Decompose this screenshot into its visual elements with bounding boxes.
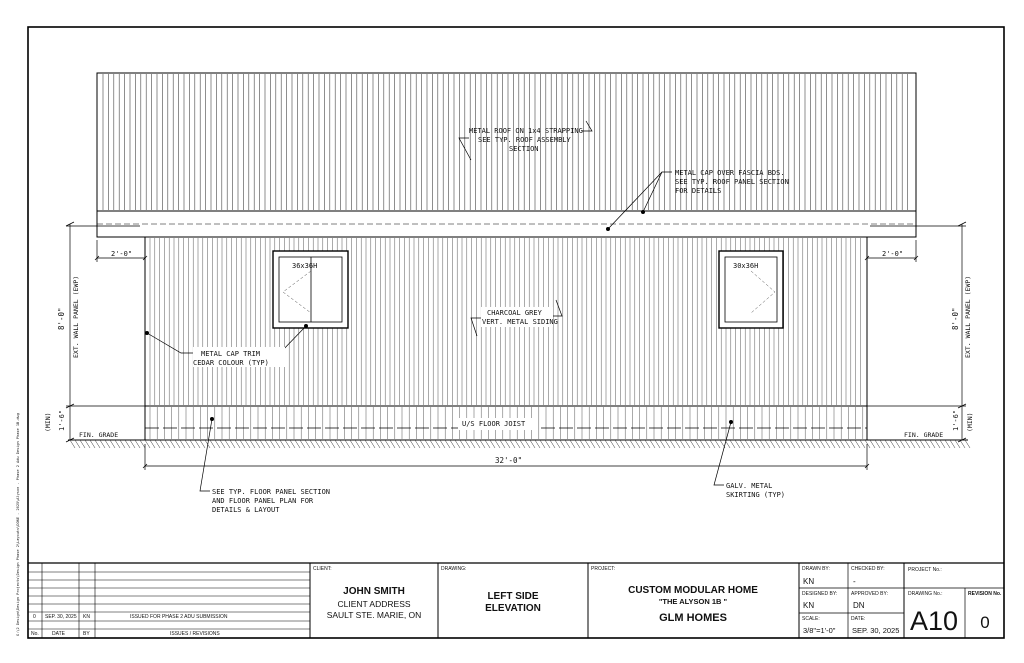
- project-label: PROJECT:: [591, 566, 616, 572]
- dim-overall-value: 32'-0": [495, 456, 523, 465]
- revision-table: [31, 614, 228, 637]
- checked-by: -: [853, 577, 856, 586]
- rev-header-date: DATE: [52, 631, 65, 637]
- skirting: [145, 406, 867, 440]
- drawing-no-label: DRAWING No.:: [908, 591, 943, 597]
- rev-header-desc: ISSUES / REVISIONS: [170, 631, 220, 637]
- checked-by-label: CHECKED BY:: [851, 566, 885, 572]
- project-title-2: "THE ALYSON 1B ": [658, 597, 728, 606]
- roof: [97, 73, 916, 237]
- drawing-no: A10: [909, 606, 959, 636]
- grade-label-right: FIN. GRADE: [904, 431, 944, 439]
- designed-by-label: DESIGNED BY:: [802, 591, 838, 597]
- project-title-3: GLM HOMES: [659, 612, 727, 624]
- rev-by: KN: [83, 614, 90, 620]
- floor-note-2: AND FLOOR PANEL PLAN FOR: [212, 497, 314, 505]
- project-title-1: CUSTOM MODULAR HOME: [628, 585, 758, 596]
- cap-note-2: SEE TYP. ROOF PANEL SECTION: [675, 178, 789, 186]
- dim-min-left: 1'-6": [58, 409, 66, 431]
- drawing-label: DRAWING:: [441, 566, 467, 572]
- window-left: [273, 251, 348, 328]
- scale-label: SCALE:: [802, 616, 820, 622]
- roof-note-2: SEE TYP. ROOF ASSEMBLY: [478, 136, 571, 144]
- window-left-size: 36x36H: [292, 262, 318, 270]
- skirt-note-1: GALV. METAL: [726, 482, 773, 490]
- dim-overhang-left: 2'-0": [111, 250, 133, 258]
- skirt-note-2: SKIRTING (TYP): [726, 491, 786, 499]
- approved-by: DN: [853, 601, 865, 610]
- window-right-size: 30x36H: [733, 262, 759, 270]
- rev-date: SEP. 30, 2025: [45, 614, 77, 620]
- project-no-label: PROJECT No.:: [908, 567, 942, 573]
- window-right: [719, 251, 783, 328]
- cap-note-3: FOR DETAILS: [675, 187, 722, 195]
- roof-note-3: SECTION: [509, 145, 539, 153]
- joist-note: U/S FLOOR JOIST: [462, 420, 526, 428]
- date-value: SEP. 30, 2025: [852, 626, 900, 635]
- drawn-by: KN: [803, 577, 815, 586]
- trim-note-1: METAL CAP TRIM: [201, 350, 261, 358]
- wall-label-left: EXT. WALL PANEL (EWP): [72, 275, 80, 358]
- siding-note-1: CHARCOAL GREY: [487, 309, 542, 317]
- drawn-by-label: DRAWN BY:: [802, 566, 830, 572]
- client-name: JOHN SMITH: [343, 586, 405, 597]
- rev-desc: ISSUED FOR PHASE 2 ADU SUBMISSION: [130, 614, 228, 620]
- trim-note-2: CEDAR COLOUR (TYP): [193, 359, 269, 367]
- floor-note-1: SEE TYP. FLOOR PANEL SECTION: [212, 488, 331, 496]
- dim-wall-right: 8'-0": [951, 307, 960, 330]
- client-city: SAULT STE. MARIE, ON: [326, 610, 422, 620]
- approved-by-label: APPROVED BY:: [851, 591, 888, 597]
- dims-right: [865, 222, 966, 442]
- rev-no: 0: [33, 614, 36, 620]
- min-label-right: (MIN): [966, 412, 974, 432]
- scale-value: 3/8"=1'-0": [803, 626, 836, 635]
- designed-by: KN: [803, 601, 815, 610]
- min-label-left: (MIN): [44, 412, 52, 432]
- rev-header-by: BY: [83, 631, 90, 637]
- rev-header-no: No.: [31, 631, 39, 637]
- drawing-title-1: LEFT SIDE: [487, 591, 539, 602]
- dim-min-right: 1'-6": [952, 409, 960, 431]
- client-address: CLIENT ADDRESS: [337, 599, 411, 609]
- file-path-text: G:\2 Design\Design Projects\Design Phase 2\Layouts\DONE - 2025\Alyson - Phase 2 Adu Design Phase 1B.dwg: [16, 413, 20, 636]
- cap-note-1: METAL CAP OVER FASCIA BDS.: [675, 169, 785, 177]
- drawing-title-2: ELEVATION: [485, 603, 541, 614]
- wall-label-right: EXT. WALL PANEL (EWP): [964, 275, 972, 358]
- floor-note-3: DETAILS & LAYOUT: [212, 506, 280, 514]
- roof-note-1: METAL ROOF ON 1x4 STRAPPING: [469, 127, 583, 135]
- dim-overhang-right: 2'-0": [882, 250, 904, 258]
- siding-note-2: VERT. METAL SIDING: [482, 318, 558, 326]
- revision-no-label: REVISION No.: [968, 591, 1002, 597]
- grade-label-left: FIN. GRADE: [79, 431, 119, 439]
- date-label: DATE:: [851, 616, 866, 622]
- dim-wall-left: 8'-0": [57, 307, 66, 330]
- revision-no: 0: [980, 613, 990, 632]
- client-label: CLIENT:: [313, 566, 332, 572]
